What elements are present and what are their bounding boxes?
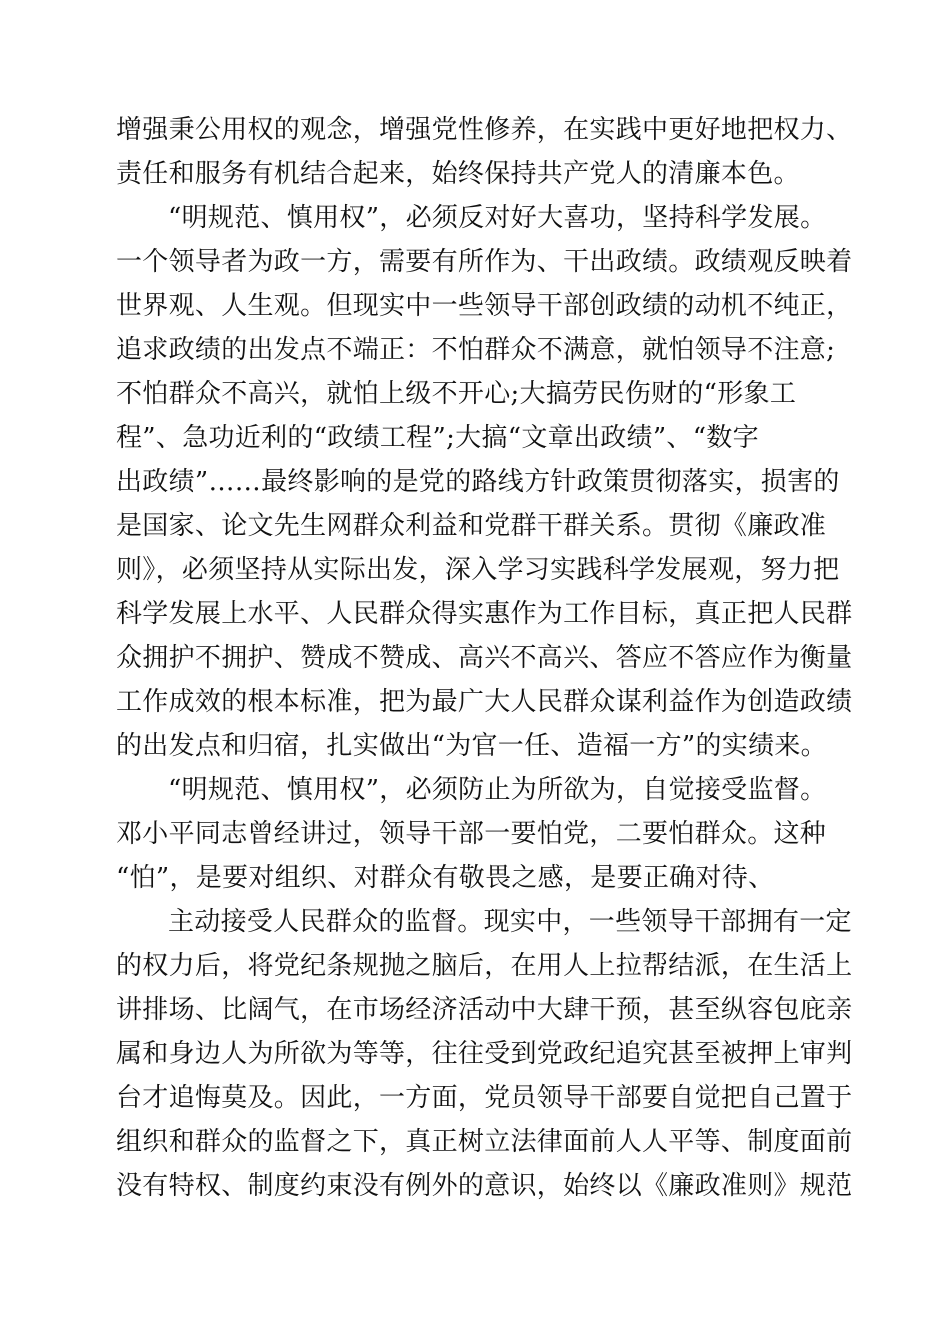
text-line: 组织和群众的监督之下，真正树立法律面前人人平等、制度面前 (116, 1127, 853, 1157)
text-line: 没有特权、制度约束没有例外的意识，始终以《廉政准则》规范 (116, 1171, 853, 1201)
text-line: 出政绩”……最终影响的是党的路线方针政策贯彻落实，损害的 (116, 467, 840, 497)
paragraph-start-line: “明规范、慎用权”，必须防止为所欲为，自觉接受监督。 (168, 775, 827, 805)
text-line: 追求政绩的出发点不端正：不怕群众不满意，就怕领导不注意; (116, 335, 836, 365)
paragraph-start-line: 主动接受人民群众的监督。现实中，一些领导干部拥有一定 (168, 907, 852, 937)
text-line: 不怕群众不高兴，就怕上级不开心;大搞劳民伤财的“形象工 (116, 379, 797, 409)
text-line: 增强秉公用权的观念，增强党性修养，在实践中更好地把权力、 (116, 115, 853, 145)
text-line: 的权力后，将党纪条规抛之脑后，在用人上拉帮结派，在生活上 (116, 951, 853, 981)
text-line: 讲排场、比阔气，在市场经济活动中大肆干预，甚至纵容包庇亲 (116, 995, 853, 1025)
text-line: 工作成效的根本标准，把为最广大人民群众谋利益作为创造政绩 (116, 687, 853, 717)
text-line: 则》，必须坚持从实际出发，深入学习实践科学发展观，努力把 (116, 555, 840, 585)
text-line: 世界观、人生观。但现实中一些领导干部创政绩的动机不纯正， (116, 291, 853, 321)
text-line: 台才追悔莫及。因此，一方面，党员领导干部要自觉把自己置于 (116, 1083, 853, 1113)
text-line: “怕”，是要对组织、对群众有敬畏之感，是要正确对待、 (116, 863, 775, 893)
text-line: 是国家、论文先生网群众利益和党群干群关系。贯彻《廉政准 (116, 511, 827, 541)
text-line: 科学发展上水平、人民群众得实惠作为工作目标，真正把人民群 (116, 599, 853, 629)
paragraph-start-line: “明规范、慎用权”，必须反对好大喜功，坚持科学发展。 (168, 203, 827, 233)
text-line: 程”、急功近利的“政绩工程”;大搞“文章出政绩”、“数字 (116, 423, 759, 453)
text-line: 众拥护不拥护、赞成不赞成、高兴不高兴、答应不答应作为衡量 (116, 643, 853, 673)
text-line: 责任和服务有机结合起来，始终保持共产党人的清廉本色。 (116, 159, 800, 189)
text-line: 的出发点和归宿，扎实做出“为官一任、造福一方”的实绩来。 (116, 731, 827, 761)
text-line: 邓小平同志曾经讲过，领导干部一要怕党，二要怕群众。这种 (116, 819, 827, 849)
text-line: 属和身边人为所欲为等等，往往受到党政纪追究甚至被押上审判 (116, 1039, 853, 1069)
text-line: 一个领导者为政一方，需要有所作为、干出政绩。政绩观反映着 (116, 247, 853, 277)
